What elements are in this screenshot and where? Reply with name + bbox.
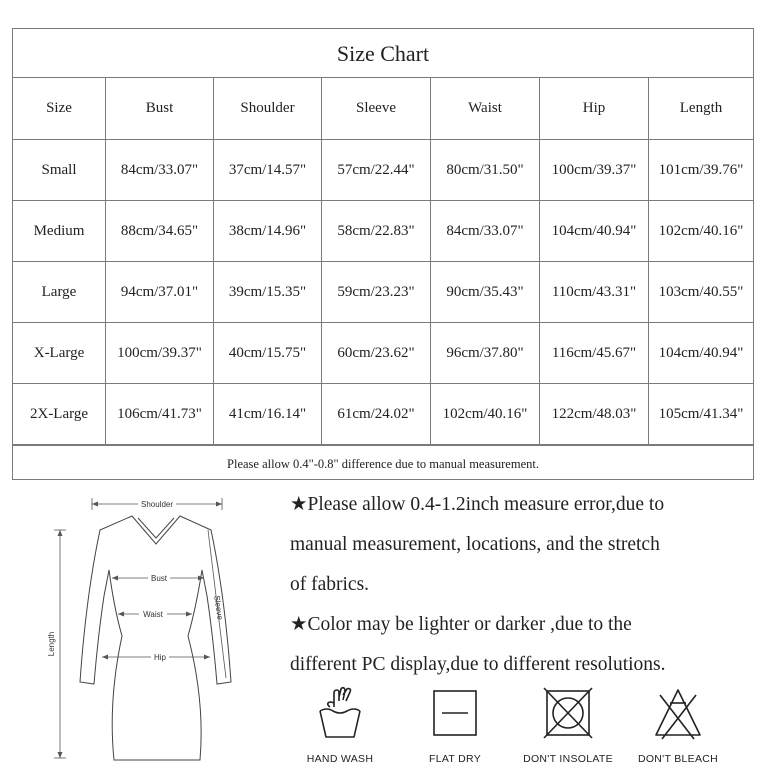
table-cell: 110cm/43.31" bbox=[540, 262, 649, 323]
care-item-dont-insolate bbox=[518, 683, 618, 768]
column-header: Shoulder bbox=[214, 78, 322, 140]
note-line: ★Please allow 0.4-1.2inch measure error,due to bbox=[290, 494, 665, 515]
sleeve-label: Sleeve bbox=[212, 594, 225, 621]
care-item-dont-bleach bbox=[628, 683, 728, 768]
care-label: FLAT DRY bbox=[429, 753, 481, 765]
column-header: Waist bbox=[431, 78, 540, 140]
column-header: Bust bbox=[106, 78, 214, 140]
bust-label: Bust bbox=[150, 574, 168, 583]
table-cell: 105cm/41.34" bbox=[649, 384, 754, 445]
care-item-flat-dry bbox=[405, 683, 505, 768]
column-header: Sleeve bbox=[322, 78, 431, 140]
dont-insolate-icon bbox=[538, 683, 598, 743]
table-row bbox=[13, 140, 753, 201]
flat-dry-icon bbox=[425, 683, 485, 743]
note-line: ★Color may be lighter or darker ,due to the bbox=[290, 614, 632, 635]
table-cell: 61cm/24.02" bbox=[322, 384, 431, 445]
table-cell: 38cm/14.96" bbox=[214, 201, 322, 262]
table-cell: 41cm/16.14" bbox=[214, 384, 322, 445]
table-cell: X-Large bbox=[13, 323, 106, 384]
table-cell: 57cm/22.44" bbox=[322, 140, 431, 201]
care-label: DON'T INSOLATE bbox=[523, 753, 613, 765]
table-cell: 59cm/23.23" bbox=[322, 262, 431, 323]
table-cell: 104cm/40.94" bbox=[540, 201, 649, 262]
note-line: of fabrics. bbox=[290, 574, 370, 595]
table-row bbox=[13, 201, 753, 262]
table-cell: 88cm/34.65" bbox=[106, 201, 214, 262]
note-line: manual measurement, locations, and the stretch bbox=[290, 534, 660, 555]
table-cell: 39cm/15.35" bbox=[214, 262, 322, 323]
chart-title: Size Chart bbox=[13, 29, 753, 78]
table-cell: 116cm/45.67" bbox=[540, 323, 649, 384]
table-cell: Large bbox=[13, 262, 106, 323]
size-table bbox=[13, 78, 753, 445]
table-cell: 60cm/23.62" bbox=[322, 323, 431, 384]
column-header: Length bbox=[649, 78, 754, 140]
table-row bbox=[13, 323, 753, 384]
measurement-note: Please allow 0.4"-0.8" difference due to manual measurement. bbox=[13, 445, 753, 482]
care-notes bbox=[290, 485, 760, 685]
shoulder-label: Shoulder bbox=[140, 500, 174, 509]
column-header: Hip bbox=[540, 78, 649, 140]
table-cell: 84cm/33.07" bbox=[106, 140, 214, 201]
table-cell: 96cm/37.80" bbox=[431, 323, 540, 384]
table-cell: 104cm/40.94" bbox=[649, 323, 754, 384]
table-row bbox=[13, 262, 753, 323]
table-cell: 122cm/48.03" bbox=[540, 384, 649, 445]
care-item-hand-wash bbox=[290, 683, 390, 768]
care-label: DON'T BLEACH bbox=[637, 753, 719, 765]
table-header-row bbox=[13, 78, 753, 140]
dress-measurement-diagram bbox=[20, 486, 275, 766]
table-cell: 102cm/40.16" bbox=[649, 201, 754, 262]
hand-wash-icon bbox=[310, 683, 370, 743]
table-cell: 100cm/39.37" bbox=[540, 140, 649, 201]
table-cell: Small bbox=[13, 140, 106, 201]
table-cell: 100cm/39.37" bbox=[106, 323, 214, 384]
length-label: Length bbox=[47, 631, 56, 657]
table-cell: Medium bbox=[13, 201, 106, 262]
table-cell: 58cm/22.83" bbox=[322, 201, 431, 262]
dress-outline-icon bbox=[80, 516, 231, 760]
table-cell: 102cm/40.16" bbox=[431, 384, 540, 445]
table-cell: 101cm/39.76" bbox=[649, 140, 754, 201]
table-cell: 84cm/33.07" bbox=[431, 201, 540, 262]
waist-label: Waist bbox=[143, 610, 163, 619]
table-cell: 94cm/37.01" bbox=[106, 262, 214, 323]
table-cell: 40cm/15.75" bbox=[214, 323, 322, 384]
table-cell: 80cm/31.50" bbox=[431, 140, 540, 201]
dont-bleach-icon bbox=[648, 683, 708, 743]
hip-label: Hip bbox=[153, 653, 167, 662]
table-cell: 90cm/35.43" bbox=[431, 262, 540, 323]
size-chart bbox=[12, 28, 754, 480]
neckline-icon bbox=[138, 518, 174, 538]
table-cell: 103cm/40.55" bbox=[649, 262, 754, 323]
table-cell: 106cm/41.73" bbox=[106, 384, 214, 445]
column-header: Size bbox=[13, 78, 106, 140]
care-icons bbox=[300, 683, 760, 768]
table-cell: 2X-Large bbox=[13, 384, 106, 445]
table-row bbox=[13, 384, 753, 445]
note-line: different PC display,due to different resolutions. bbox=[290, 654, 666, 675]
table-cell: 37cm/14.57" bbox=[214, 140, 322, 201]
care-label: HAND WASH bbox=[306, 753, 374, 765]
